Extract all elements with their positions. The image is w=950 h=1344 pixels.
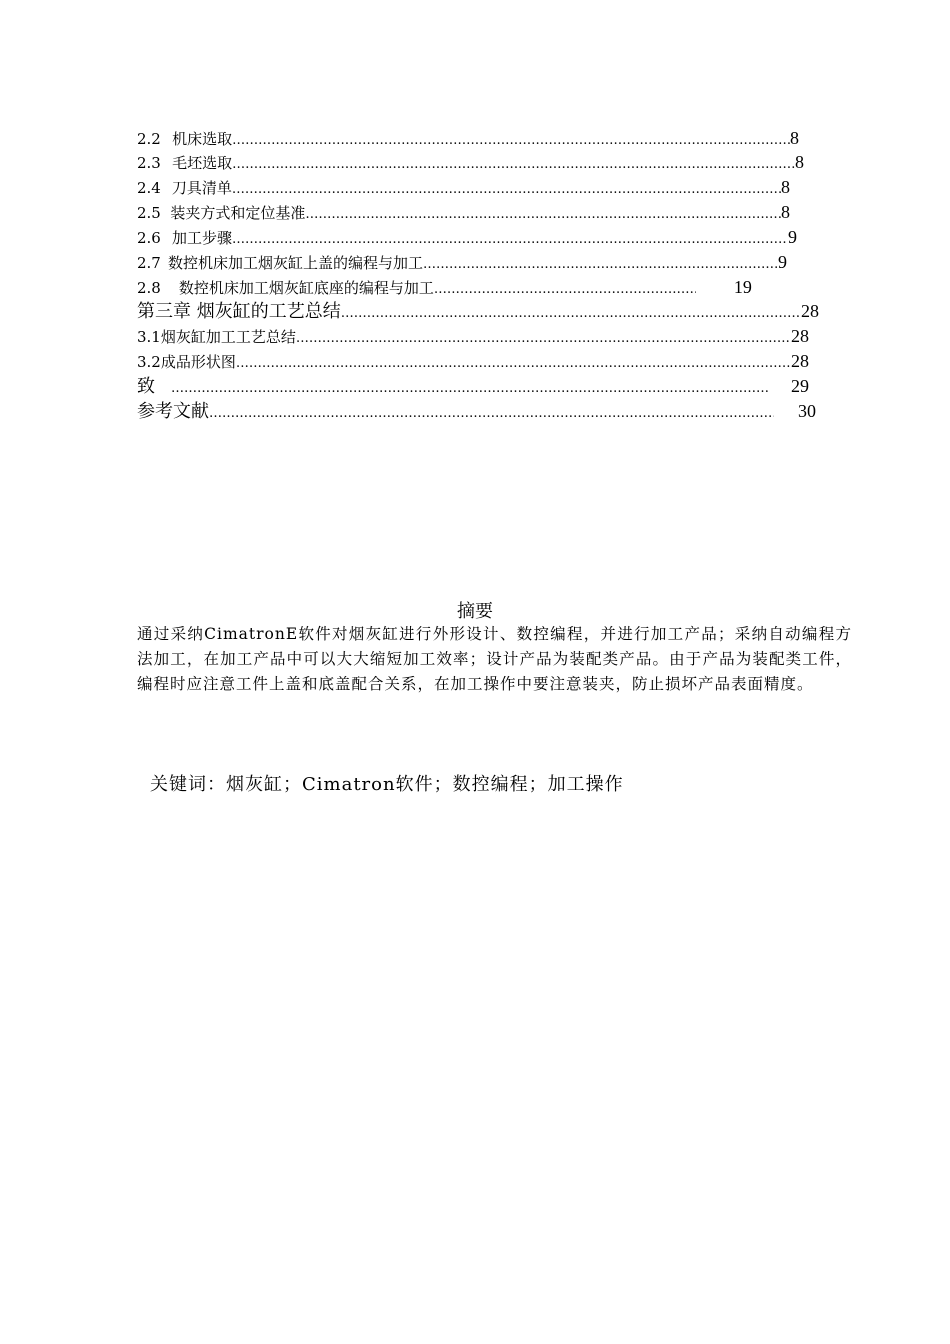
toc-page-number: 28 [791, 351, 809, 371]
toc-entry[interactable] [137, 201, 790, 223]
toc-entry[interactable] [137, 325, 809, 347]
toc-entry[interactable] [137, 251, 787, 273]
toc-leader-dots [434, 279, 696, 298]
keywords-line: 关键词：烟灰缸；Cimatron软件；数控编程；加工操作 [150, 774, 624, 795]
toc-entry[interactable] [137, 127, 799, 149]
abstract-heading: 摘要 [457, 601, 493, 622]
toc-number: 2.6 [137, 229, 161, 247]
toc-title: 数控机床加工烟灰缸底座的编程与加工 [178, 279, 434, 297]
toc-page-number: 19 [733, 277, 752, 297]
toc-page-number: 8 [781, 177, 790, 197]
toc-number: 2.3 [137, 154, 161, 172]
toc-page-number: 8 [795, 152, 804, 172]
toc-leader-dots [232, 179, 781, 198]
toc-title: 致 [137, 376, 155, 397]
abstract-body: 通过采纳CimatronE软件对烟灰缸进行外形设计、数控编程，并进行加工产品；采纳自动编程方法加工，在加工产品中可以大大缩短加工效率；设计产品为装配类产品。由于产品为装配类工件，编程时应注意工件上盖和底盖配合关系，在加工操作中要注意装夹，防止损坏产品表面精度。 [137, 625, 852, 693]
toc-title: 数控机床加工烟灰缸上盖的编程与加工 [167, 254, 423, 272]
toc-entry[interactable] [137, 399, 837, 423]
toc-title: 参考文献 [137, 401, 209, 422]
toc-title: 烟灰缸加工工艺总结 [160, 328, 296, 346]
toc-title: 机床选取 [172, 130, 233, 148]
toc-page-number: 28 [791, 326, 809, 346]
toc-number: 3.1 [137, 328, 161, 346]
toc-number: 2.7 [137, 254, 161, 272]
toc-leader-dots [305, 204, 781, 223]
toc-entry[interactable] [137, 299, 819, 323]
toc-page-number: 9 [778, 252, 787, 272]
toc-entry[interactable] [137, 176, 790, 198]
toc-number: 2.5 [137, 204, 161, 222]
toc-number: 2.8 [137, 279, 161, 297]
toc-page-number: 9 [788, 227, 797, 247]
toc-page-number: 28 [801, 301, 819, 321]
toc-leader-dots [232, 229, 788, 248]
toc-leader-dots [296, 328, 791, 347]
toc-title: 刀具清单 [171, 179, 232, 197]
toc-leader-dots [171, 377, 769, 398]
toc-entry[interactable] [137, 226, 797, 248]
toc-number: 2.4 [137, 179, 161, 197]
toc-leader-dots [232, 130, 790, 149]
toc-entry[interactable] [137, 350, 809, 372]
toc-leader-dots [341, 302, 801, 323]
toc-page-number: 8 [790, 128, 799, 148]
toc-title: 装夹方式和定位基准 [170, 204, 306, 222]
toc-title: 成品形状图 [160, 353, 236, 371]
toc-leader-dots [232, 154, 795, 173]
toc-title: 加工步骤 [172, 229, 233, 247]
toc-entry[interactable] [137, 374, 817, 398]
toc-entry[interactable] [137, 151, 804, 173]
toc-entry[interactable] [137, 276, 839, 298]
toc-title: 毛坯选取 [172, 154, 233, 172]
toc-page-number: 8 [781, 202, 790, 222]
toc-page-number: 30 [798, 401, 816, 421]
toc-leader-dots [236, 353, 791, 372]
toc-number: 3.2 [137, 353, 161, 371]
toc-title: 第三章 烟灰缸的工艺总结 [137, 301, 341, 322]
toc-leader-dots [209, 402, 774, 423]
toc-page-number: 29 [791, 376, 809, 396]
toc-leader-dots [423, 254, 778, 273]
toc-number: 2.2 [137, 130, 161, 148]
